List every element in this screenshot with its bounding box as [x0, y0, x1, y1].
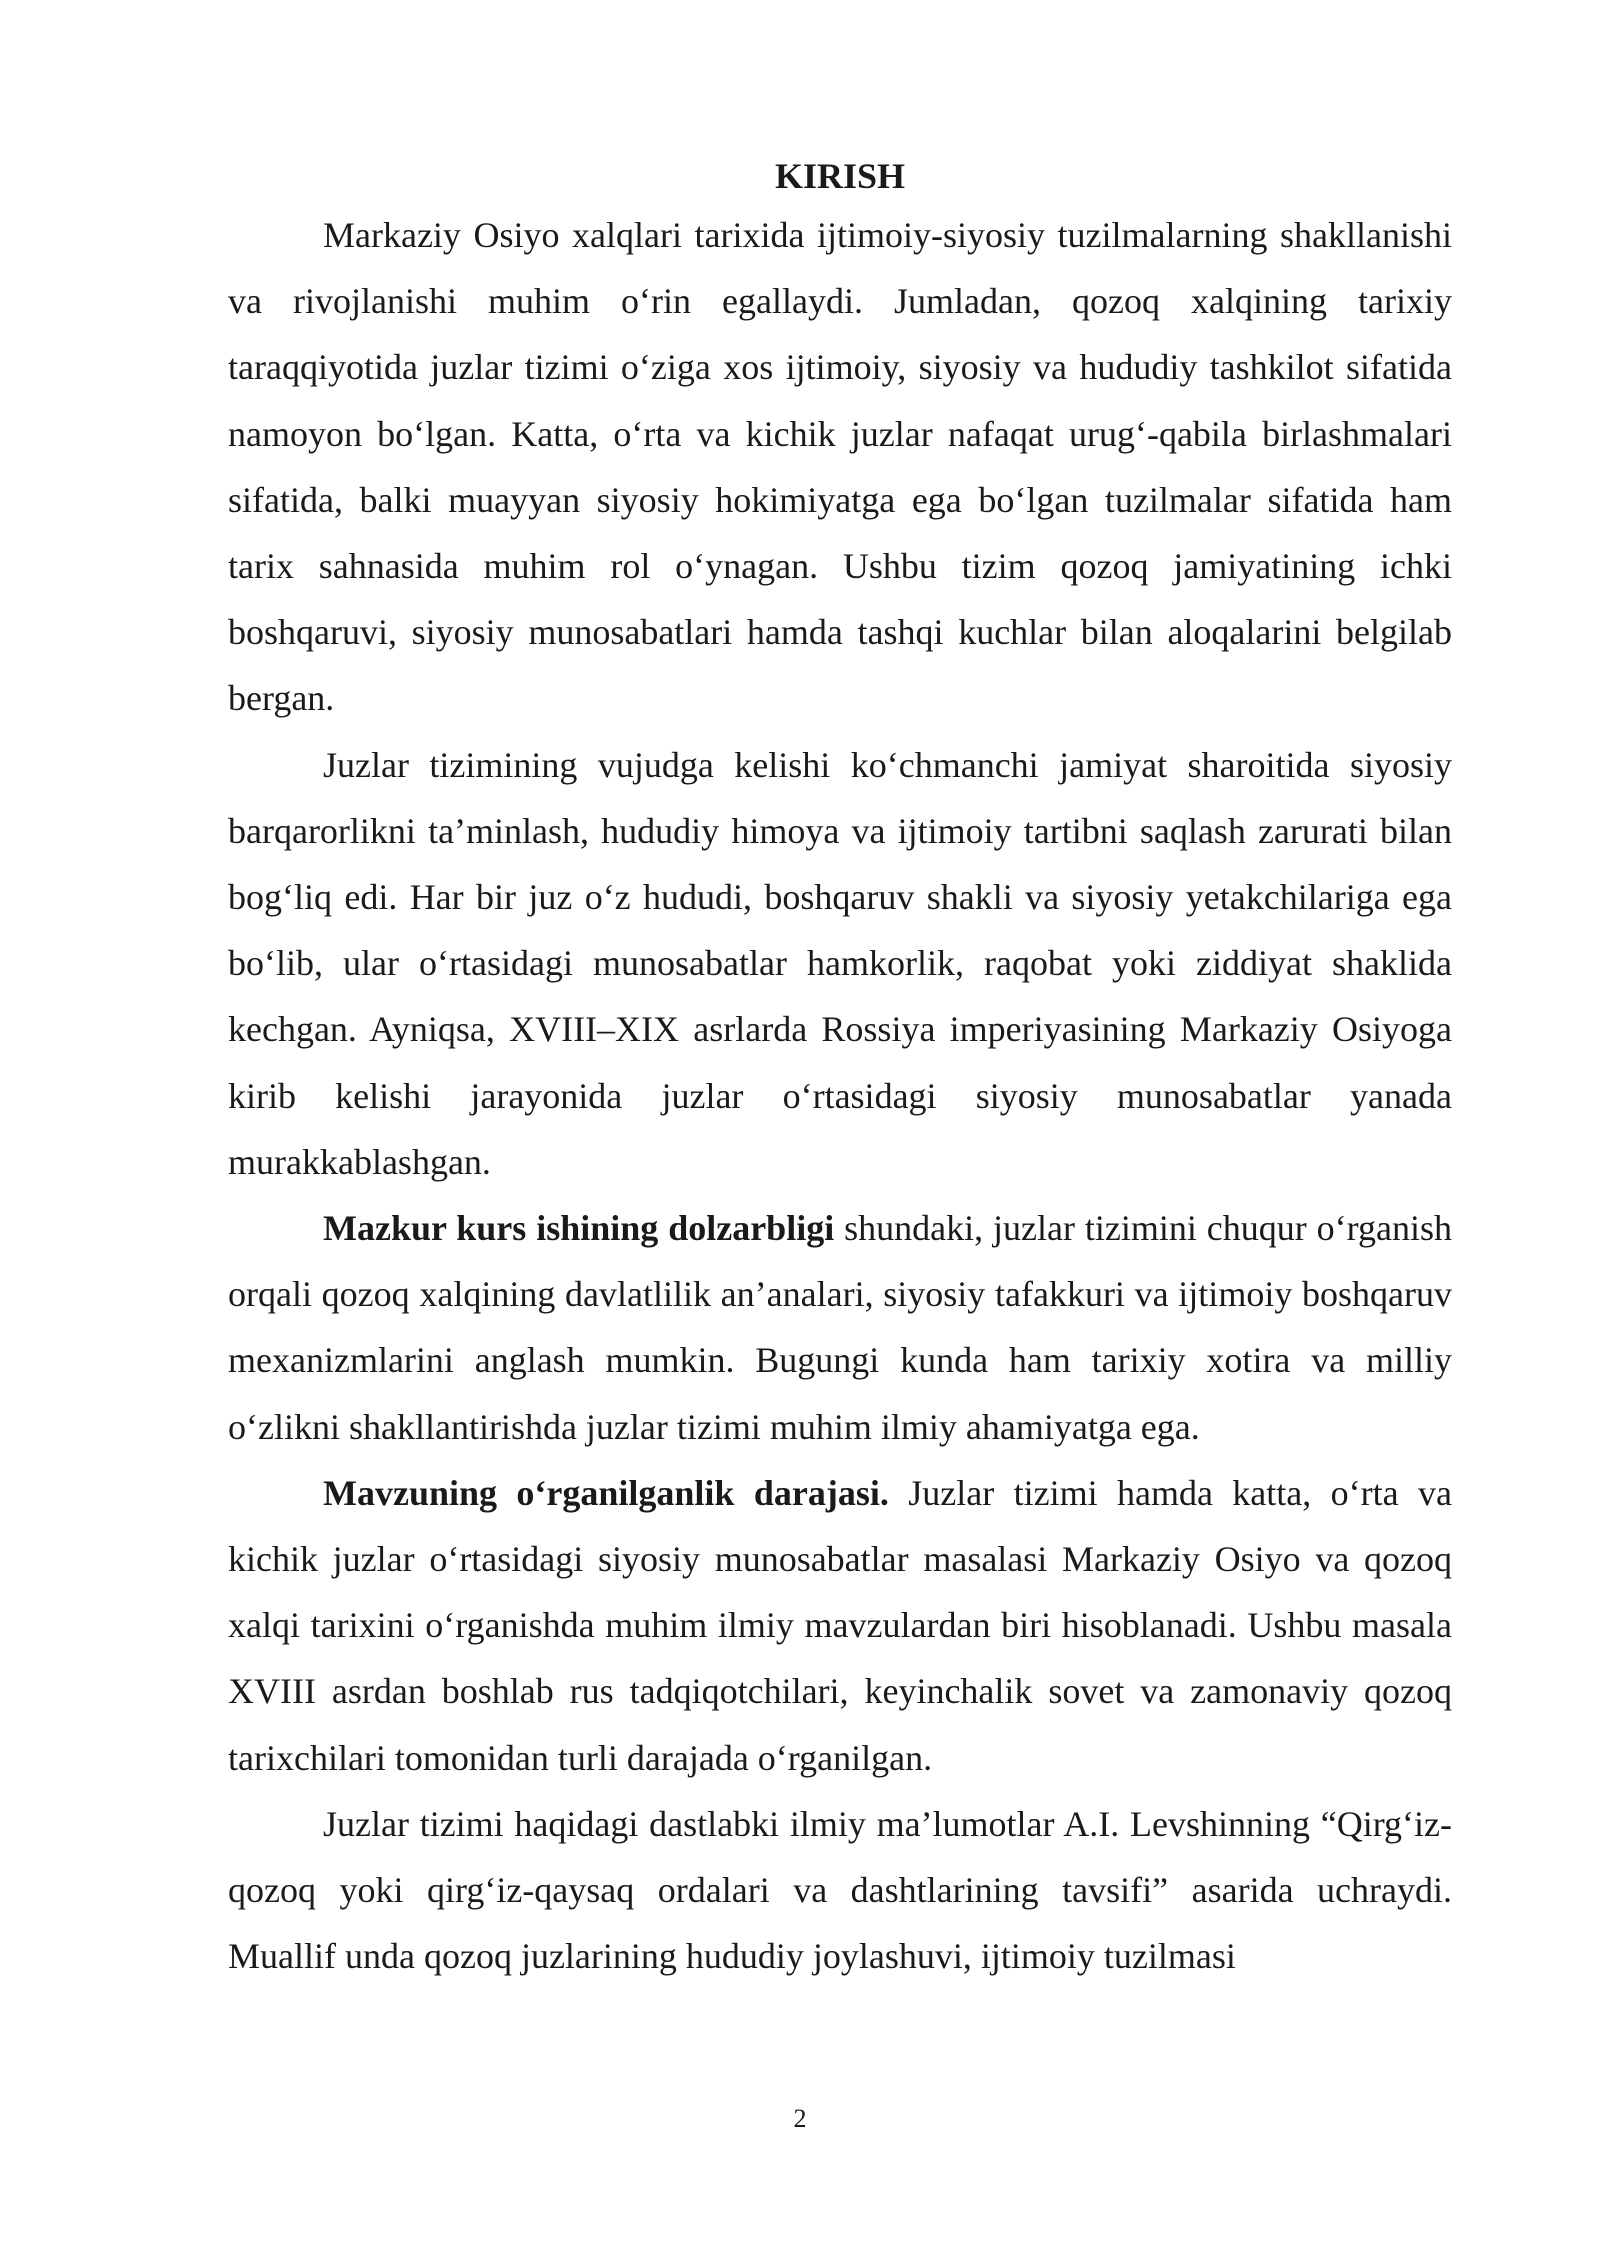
- paragraph-text: shundaki, juzlar tizimini chuqur o‘rganish orqali qozoq xalqining davlatlilik an’analari, siyosiy tafakkuri va ijtimoiy boshqaruv mexanizmlarini anglash mumkin. Bugungi kunda ham tarixiy xotira va milliy o‘zlikni shakllantirishda juzlar tizimi muhim ilmiy ahamiyatga ega.: [228, 1208, 1452, 1447]
- page-content: [228, 150, 1452, 1989]
- paragraph-text: Markaziy Osiyo xalqlari tarixida ijtimoiy-siyosiy tuzilmalarning shakllanishi va rivojlanishi muhim o‘rin egallaydi. Jumladan, qozoq xalqining tarixiy taraqqiyotida juzlar tizimi o‘ziga xos ijtimoiy, siyosiy va hududiy tashkilot sifatida namoyon bo‘lgan. Katta, o‘rta va kichik juzlar nafaqat urug‘-qabila birlashmalari sifatida, balki muayyan siyosiy hokimiyatga ega bo‘lgan tuzilmalar sifatida ham tarix sahnasida muhim rol o‘ynagan. Ushbu tizim qozoq jamiyatining ichki boshqaruvi, siyosiy munosabatlari hamda tashqi kuchlar bilan aloqalarini belgilab bergan.: [228, 215, 1452, 719]
- paragraph-lead: Mazkur kurs ishining dolzarbligi: [323, 1208, 835, 1249]
- section-heading: KIRISH: [774, 156, 906, 196]
- paragraph-text: Juzlar tizimining vujudga kelishi ko‘chmanchi jamiyat sharoitida siyosiy barqarorlikni ta’minlash, hududiy himoya va ijtimoiy tartibni saqlash zarurati bilan bog‘liq edi. Har bir juz o‘z hududi, boshqaruv shakli va siyosiy yetakchilariga ega bo‘lib, ular o‘rtasidagi munosabatlar hamkorlik, raqobat yoki ziddiyat shaklida kechgan. Ayniqsa, XVIII–XIX asrlarda Rossiya imperiyasining Markaziy Osiyoga kirib kelishi jarayonida juzlar o‘rtasidagi siyosiy munosabatlar yanada murakkablashgan.: [228, 744, 1452, 1182]
- paragraph-text: Juzlar tizimi hamda katta, o‘rta va kichik juzlar o‘rtasidagi siyosiy munosabatlar masalasi Markaziy Osiyo va qozoq xalqi tarixini o‘rganishda muhim ilmiy mavzulardan biri hisoblanadi. Ushbu masala XVIII asrdan boshlab rus tadqiqotchilari, keyinchalik sovet va zamonaviy qozoq tarixchilari tomonidan turli darajada o‘rganilgan.: [228, 1472, 1452, 1778]
- paragraph-sources: [228, 1791, 1452, 1990]
- page-number: 2: [793, 2104, 807, 2133]
- paragraph-lead: Mavzuning o‘rganilganlik darajasi.: [323, 1472, 889, 1513]
- paragraph-intro: [228, 202, 1452, 732]
- paragraph-text: Juzlar tizimi haqidagi dastlabki ilmiy ma’lumotlar A.I. Levshinning “Qirg‘iz-qozoq yoki qirg‘iz-qaysaq ordalari va dashtlarining tavsifi” asarida uchraydi. Muallif unda qozoq juzlarining hududiy joylashuvi, ijtimoiy tuzilmasi: [228, 1803, 1452, 1977]
- paragraph-juz-origins: [228, 732, 1452, 1195]
- paragraph-relevance: [228, 1195, 1452, 1460]
- paragraph-study-level: [228, 1460, 1452, 1791]
